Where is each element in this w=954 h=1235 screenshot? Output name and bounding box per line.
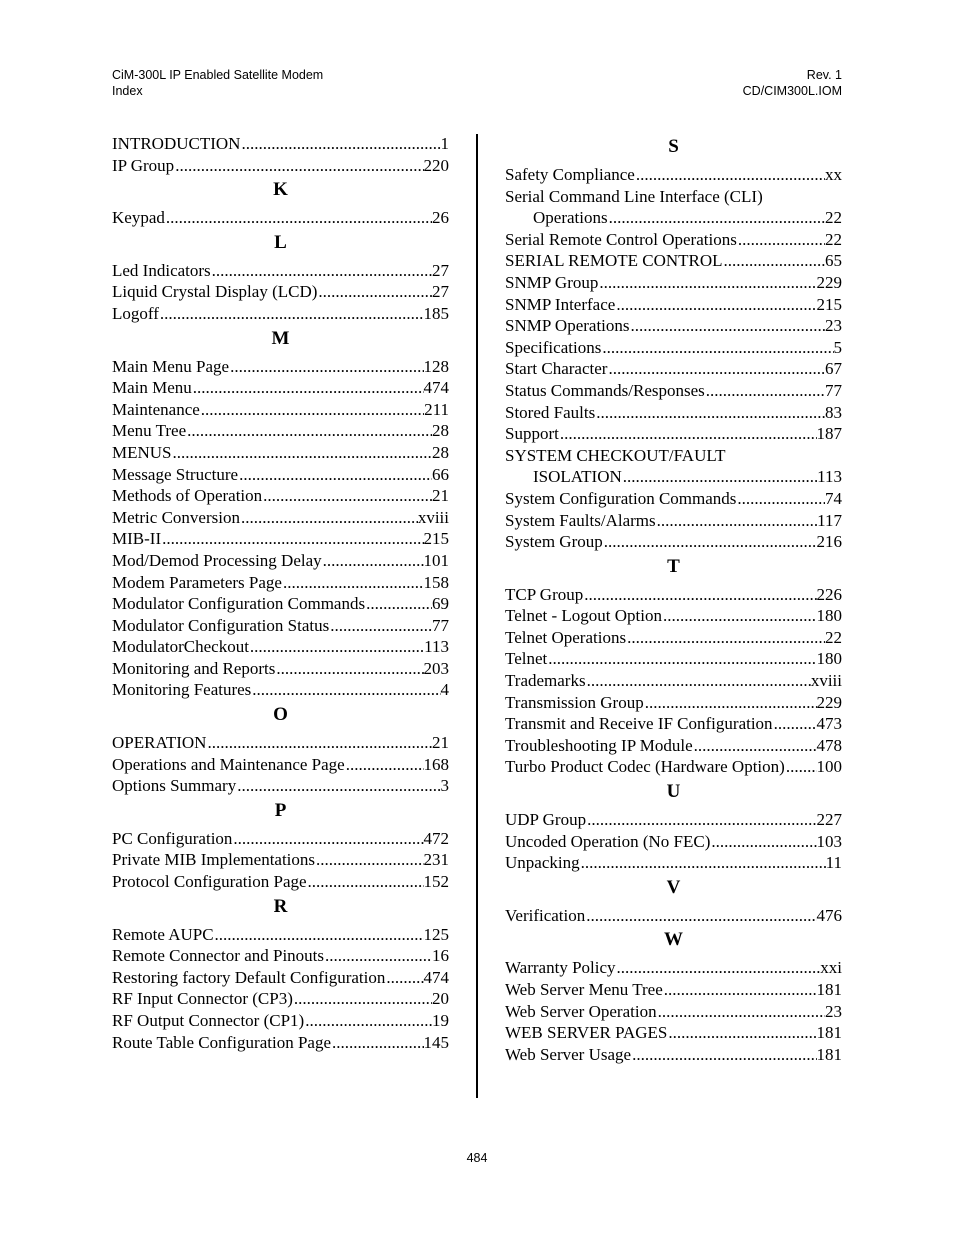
index-entry-term: Telnet - Logout Option [505,606,662,626]
index-entry-term: SYSTEM CHECKOUT/FAULT [505,445,726,465]
dot-leader [656,510,817,532]
dot-leader [275,658,423,680]
index-entry-page: xviii [810,671,842,691]
index-entry [505,1001,842,1023]
dot-leader [315,849,423,871]
index-entry-term: IP Group [112,155,175,175]
index-entry [112,303,449,325]
dot-leader [159,303,424,325]
index-entry-term: Operations and Maintenance Page [112,754,345,774]
index-entry-page: 231 [423,850,449,870]
index-letter-heading: W [664,929,683,951]
index-column-right [505,133,842,1065]
index-letter-heading: T [667,555,680,577]
dot-leader [616,957,821,979]
dot-leader [657,1001,825,1023]
dot-leader [282,572,424,594]
index-entry [112,658,449,680]
dot-leader [229,356,423,378]
index-entry-term: Methods of Operation [112,486,263,506]
index-entry [112,1010,449,1032]
index-entry-page: 187 [816,424,842,444]
index-entry-page: 83 [825,402,842,422]
index-entry-page: 27 [432,260,449,280]
index-letter-heading: S [668,136,679,157]
index-entry [112,572,449,594]
index-entry-term: Web Server Usage [505,1044,632,1064]
dot-leader [236,775,440,797]
index-entry [112,615,449,637]
index-entry [112,399,449,421]
index-entry [112,871,449,893]
index-entry [112,732,449,754]
index-entry-page: 20 [432,989,449,1009]
index-entry-term: MIB-II [112,529,162,549]
index-entry-term: Safety Compliance [505,165,635,184]
index-entry-page: xxi [820,958,842,978]
index-entry-page: 19 [432,1011,449,1030]
index-entry-term: Remote AUPC [112,924,214,944]
index-entry-term: TCP Group [505,584,584,604]
index-entry-term: Monitoring and Reports [112,658,276,678]
index-entry [505,358,842,380]
dot-leader [583,584,816,606]
index-entry-term: Protocol Configuration Page [112,872,307,892]
index-entry-term: SNMP Group [505,272,599,292]
index-entry-page: 181 [816,1023,842,1043]
index-entry-term: Main Menu Page [112,356,230,376]
index-entry [505,164,842,186]
document-title: CiM-300L IP Enabled Satellite Modem [112,68,324,82]
index-entry-page: 181 [816,1044,842,1064]
index-entry-term: Mod/Demod Processing Delay [112,550,322,570]
dot-leader [240,133,440,155]
running-header-right [743,67,842,99]
index-entry [505,852,842,874]
dot-leader [737,229,825,251]
index-entry [505,402,842,424]
index-entry [505,648,842,670]
index-entry-page: 101 [423,550,449,570]
index-entry-continuation [505,207,842,229]
dot-leader [603,531,817,553]
index-entry-term: Restoring factory Default Configuration [112,967,386,987]
index-entry-term: Troubleshooting IP Module [505,735,693,755]
index-entry [112,442,449,464]
index-letter-heading: L [274,231,287,253]
index-entry [112,507,449,529]
index-entry [112,207,449,229]
index-entry-page: 23 [825,1001,842,1021]
index-entry [505,488,842,510]
index-entry [112,420,449,442]
index-entry-term: INTRODUCTION [112,134,241,153]
dot-leader [607,358,825,380]
index-entry [505,584,842,606]
index-entry-page: 65 [825,251,842,271]
index-entry-page: 473 [816,714,842,734]
index-entry [112,636,449,658]
index-entry [505,1022,842,1044]
dot-leader [601,337,833,359]
index-entry-page: 180 [816,649,842,669]
dot-leader [736,488,825,510]
index-entry [112,988,449,1010]
index-entry-page: 3 [440,776,449,796]
page-number: 484 [466,1151,488,1165]
dot-leader [608,207,825,229]
index-entry-term: Led Indicators [112,260,211,280]
index-entry [112,967,449,989]
index-entry-page: 158 [423,572,449,592]
index-entry-page: 113 [817,467,842,487]
dot-leader [595,402,825,424]
index-entry-page: 474 [423,378,449,398]
index-entry-page: 26 [432,208,449,228]
dot-leader [580,852,826,874]
index-entry-page: 113 [424,637,449,657]
index-entry-term: Transmit and Receive IF Configuration [505,714,773,734]
index-letter-heading: O [273,704,288,726]
dot-leader [324,945,432,967]
index-entry-term: Keypad [112,208,165,228]
index-entry [505,423,842,445]
index-entry-term: Support [505,424,559,444]
running-header-left [112,67,323,99]
index-entry-page: 125 [423,924,449,944]
index-entry-term: Turbo Product Codec (Hardware Option) [505,757,785,777]
dot-leader [329,615,432,637]
index-entry-page: 11 [825,853,842,873]
index-entry-term: Warranty Policy [505,958,616,978]
dot-leader [200,399,424,421]
index-entry-term: Options Summary [112,776,237,796]
index-entry-term: Telnet Operations [505,627,627,647]
index-entry-term: RF Output Connector (CP1) [112,1011,305,1030]
index-entry [112,133,449,155]
index-entry-term: Transmission Group [505,692,644,712]
index-entry [505,272,842,294]
dot-leader [165,207,432,229]
index-entry-term: MENUS [112,442,172,462]
index-entry [112,679,449,701]
index-entry-term: Maintenance [112,399,200,419]
index-entry-page: 103 [816,831,842,851]
index-entry-page: 21 [432,486,449,506]
index-entry-page: 28 [432,442,449,462]
index-entry-page: 152 [423,872,449,892]
dot-leader [186,420,432,442]
dot-leader [662,605,817,627]
index-entry [505,605,842,627]
index-entry-page: 21 [432,733,449,753]
index-entry [505,531,842,553]
index-entry-page: 181 [816,980,842,999]
index-letter-heading: V [666,876,681,898]
index-letter-heading: P [274,799,287,821]
dot-leader [615,294,816,316]
index-entry-term: Modem Parameters Page [112,572,282,592]
dot-leader [211,260,432,282]
index-entry [112,593,449,615]
dot-leader [723,250,825,272]
dot-leader [585,905,816,927]
index-entry-term: Verification [505,905,586,925]
dot-leader [626,627,825,649]
index-entry-page: 476 [816,905,842,925]
index-entry-term: Message Structure [112,464,239,484]
index-entry [112,754,449,776]
index-entry [112,775,449,797]
dot-leader [240,507,418,529]
index-entry [112,924,449,946]
index-entry [112,281,449,303]
section-name: Index [112,84,143,98]
index-entry-page: 226 [816,584,842,604]
index-entry-page: 22 [825,208,842,228]
index-entry-term: SERIAL REMOTE CONTROL [505,251,723,271]
index-entry-page: 203 [423,658,449,678]
index-entry [505,510,842,532]
index-entry [505,250,842,272]
index-entry-page: 216 [816,532,842,552]
dot-leader [172,442,432,464]
dot-leader [630,315,825,337]
dot-leader [644,692,817,714]
dot-leader [232,828,423,850]
index-entry [112,828,449,850]
dot-leader [622,466,817,488]
dot-leader [262,485,432,507]
column-divider [476,134,478,1098]
index-entry [112,356,449,378]
index-entry-page: 145 [423,1032,449,1052]
index-entry-term: Web Server Menu Tree [505,980,663,999]
index-entry [505,957,842,979]
index-entry [505,831,842,853]
index-entry-term: Operations [533,208,608,228]
index-letter-heading: M [271,327,290,349]
index-entry-page: 22 [825,229,842,249]
index-letter-heading: K [273,179,288,201]
index-entry-term: System Configuration Commands [505,488,737,508]
index-entry-page: 185 [423,303,449,323]
index-entry-page: 22 [825,627,842,647]
index-entry-page: 229 [816,692,842,712]
index-entry-term: ISOLATION [533,467,622,487]
index-entry-term: PC Configuration [112,828,233,848]
dot-leader [710,831,816,853]
index-entry-page: 128 [423,356,449,376]
dot-leader [317,281,432,303]
index-entry [505,627,842,649]
index-entry-term: Telnet [505,649,548,669]
index-entry-page: 211 [424,399,449,419]
dot-leader [331,1032,424,1054]
index-entry [112,945,449,967]
index-column-left [112,133,449,1053]
index-entry-term: Stored Faults [505,402,596,422]
index-entry-term: OPERATION [112,733,207,753]
index-entry-term: Serial Remote Control Operations [505,229,737,249]
index-entry-page: 23 [825,316,842,336]
index-entry-term: Liquid Crystal Display (LCD) [112,282,318,302]
index-entry-term: ModulatorCheckout [112,637,249,657]
index-entry-term: Route Table Configuration Page [112,1032,331,1052]
index-entry-term: Unpacking [505,853,580,873]
dot-leader [773,713,817,735]
index-entry [112,260,449,282]
index-entry-term: System Faults/Alarms [505,510,656,530]
index-entry [112,485,449,507]
dot-leader [559,423,817,445]
index-entry-term: Start Character [505,359,608,379]
index-entry-term: Logoff [112,303,159,323]
index-entry [505,380,842,402]
index-entry-page: 69 [432,594,449,614]
index-entry-page: 478 [816,735,842,755]
index-entry-page: 474 [423,967,449,987]
index-entry [505,294,842,316]
dot-leader [249,636,424,658]
index-entry-term: Monitoring Features [112,680,252,700]
index-letter-heading: R [273,895,288,917]
dot-leader [307,871,424,893]
index-entry [112,528,449,550]
dot-leader [304,1010,432,1032]
index-entry [505,735,842,757]
index-entry-page: 16 [432,946,449,966]
index-entry-term: UDP Group [505,810,587,830]
dot-leader [385,967,423,989]
index-entry-term: Remote Connector and Pinouts [112,946,325,966]
index-entry-term: System Group [505,532,603,552]
index-entry-page: 4 [440,680,449,700]
index-entry-page: xviii [417,507,449,527]
dot-leader [598,272,816,294]
dot-leader [174,155,423,177]
index-entry-page: 117 [817,510,842,530]
index-entry [112,464,449,486]
dot-leader [365,593,432,615]
index-entry-first-line [505,186,842,208]
index-entry-term: SNMP Operations [505,316,630,336]
index-entry-term: Web Server Operation [505,1001,657,1021]
index-entry [505,809,842,831]
index-entry [505,979,842,1001]
index-entry-term: Private MIB Implementations [112,850,316,870]
index-entry-page: 100 [816,757,842,777]
dot-leader [214,924,424,946]
index-entry-term: SNMP Interface [505,294,616,314]
dot-leader [251,679,440,701]
index-entry-term: Specifications [505,337,602,357]
index-letter-heading: U [666,781,681,803]
index-entry-page: 220 [423,155,449,175]
index-entry-first-line [505,445,842,467]
index-entry-term: Trademarks [505,671,586,691]
index-entry-page: 180 [816,606,842,626]
revision-label: Rev. 1 [806,68,842,82]
document-code: CD/CIM300L.IOM [742,84,842,98]
index-entry [112,155,449,177]
index-entry [112,377,449,399]
index-entry-page: 77 [432,615,449,635]
dot-leader [192,377,424,399]
index-entry-term: Serial Command Line Interface (CLI) [505,186,763,206]
index-entry [505,692,842,714]
dot-leader [345,754,424,776]
index-entry-page: 74 [825,488,842,508]
dot-leader [586,809,816,831]
index-entry-term: WEB SERVER PAGES [505,1023,668,1043]
index-entry [505,756,842,778]
dot-leader [586,670,811,692]
index-entry [112,550,449,572]
index-entry-page: 215 [816,294,842,314]
index-entry-term: RF Input Connector (CP3) [112,989,293,1009]
index-entry-term: Uncoded Operation (No FEC) [505,831,711,851]
dot-leader [705,380,825,402]
dot-leader [785,756,817,778]
index-entry-term: Status Commands/Responses [505,380,705,400]
index-entry [505,337,842,359]
dot-leader [161,528,423,550]
index-entry-page: 5 [833,337,842,357]
index-entry-page: xx [825,165,842,184]
dot-leader [693,735,817,757]
index-entry-page: 168 [423,754,449,774]
index-entry [505,229,842,251]
index-entry-page: 27 [432,282,449,302]
dot-leader [206,732,432,754]
index-entry-continuation [505,466,842,488]
index-entry [505,905,842,927]
index-entry-term: Main Menu [112,378,192,398]
index-entry-page: 1 [440,134,449,153]
index-entry-page: 472 [423,828,449,848]
dot-leader [667,1022,816,1044]
dot-leader [663,979,817,1001]
index-entry-page: 67 [825,359,842,379]
index-entry [505,713,842,735]
index-entry-term: Modulator Configuration Commands [112,594,366,614]
index-entry [505,670,842,692]
dot-leader [631,1044,816,1066]
dot-leader [322,550,424,572]
index-entry [505,1044,842,1066]
index-entry-page: 229 [816,272,842,292]
index-entry-page: 227 [816,810,842,830]
index-entry-page: 66 [432,464,449,484]
index-entry [112,849,449,871]
index-entry [505,315,842,337]
index-entry [112,1032,449,1054]
dot-leader [238,464,432,486]
dot-leader [547,648,816,670]
index-entry-term: Modulator Configuration Status [112,615,330,635]
dot-leader [293,988,432,1010]
index-entry-page: 77 [825,380,842,400]
index-entry-page: 28 [432,421,449,441]
dot-leader [635,164,825,186]
index-entry-term: Menu Tree [112,421,187,441]
index-entry-page: 215 [423,529,449,549]
index-entry-term: Metric Conversion [112,507,240,527]
